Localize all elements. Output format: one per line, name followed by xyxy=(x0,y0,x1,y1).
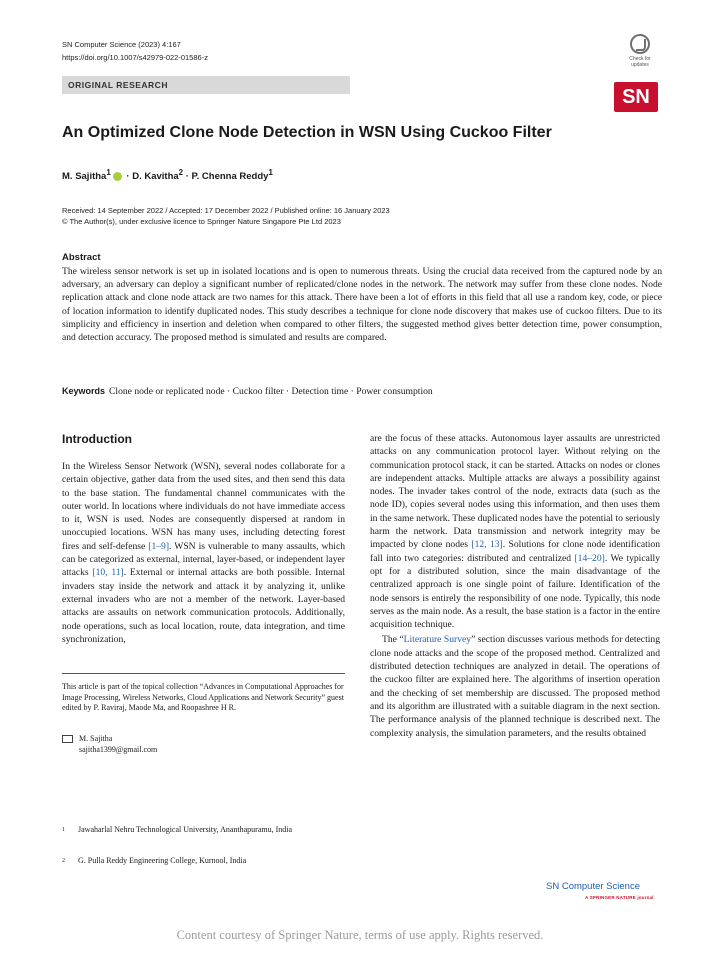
topical-collection-footnote: This article is part of the topical collection “Advances in Computational Approaches for Image Processing, Wireless Networks, Cloud Applications and Network Security” guest edited by P. Raviraj, Maode Ma, and Roopashree H R. xyxy=(62,673,345,714)
keywords-label: Keywords xyxy=(62,386,106,396)
affiliation-number: 1 xyxy=(62,827,65,833)
paragraph-text: The “ xyxy=(382,634,404,646)
correspondence-block xyxy=(62,733,157,755)
author-affiliation-number: 2 xyxy=(178,168,184,177)
journal-citation: SN Computer Science (2023) 4:167 xyxy=(62,40,181,49)
article-type-badge: ORIGINAL RESEARCH xyxy=(62,76,350,94)
author-name[interactable]: P. Chenna Reddy xyxy=(191,171,269,183)
correspondence-lines xyxy=(79,733,157,755)
footer-journal-name: SN Computer Science xyxy=(546,881,640,892)
author-separator: · xyxy=(123,171,133,183)
author-affiliation-number: 1 xyxy=(106,168,111,177)
envelope-icon xyxy=(62,735,73,743)
orcid-icon[interactable] xyxy=(113,172,122,181)
sn-logo: SN xyxy=(614,82,658,112)
paragraph-text: . We typically opt for a distributed solution, since the main disadvantage of the centralized approach is one single point of failure. Identification of the node sensors is entirely the responsibility of one node. Typically, this node serves as the main node. As a result, the base station is a factor in the entire acquisition technique. xyxy=(370,552,660,631)
citation-link[interactable]: [12, 13] xyxy=(471,539,503,551)
courtesy-watermark: Content courtesy of Springer Nature, terms of use apply. Rights reserved. xyxy=(176,928,544,942)
intro-paragraph xyxy=(62,460,345,646)
author-affiliation-number: 1 xyxy=(268,168,273,177)
author-list xyxy=(62,168,273,182)
paragraph-text: ” section discusses various methods for detecting clone node attacks and the scope of the proposed method. Centralized and distributed detection techniques are analyzed in detail. The operations of the cuckoo filter are explained here. The algorithms of insertion operation and the checking of set membership are discussed. The proposed method and its algorithm are illustrated with a suitable diagram in the next section. The performance analysis of the planned technique is described next. The complexity analysis, the simulation parameters, and the results obtained xyxy=(370,634,660,739)
keywords xyxy=(62,386,662,397)
dates-line: Received: 14 September 2022 / Accepted: 17 December 2022 / Published online: 16 January 2023 xyxy=(62,206,390,215)
section-link[interactable]: Literature Survey xyxy=(403,634,472,646)
check-updates-label: Check for updates xyxy=(629,56,651,68)
correspondence-name: M. Sajitha xyxy=(79,734,113,743)
author-name[interactable]: D. Kavitha xyxy=(132,171,179,183)
check-updates-icon xyxy=(630,34,650,54)
author-separator: · xyxy=(183,171,192,183)
paragraph-text: . WSN is vulnerable to many assaults, which can be categorized as external, internal, layer-based, or independent layer attacks xyxy=(62,540,345,579)
affiliation xyxy=(62,856,342,867)
introduction-heading: Introduction xyxy=(62,432,132,446)
paragraph-text: . External or internal attacks are both possible. Internal invaders stay inside the network and attack it by analyzing it, unlike external invaders who are not a member of the network. Layer-based attacks are assaults on network communication protocols. Additionally, node operations, such as local location, route, data integration, and time synchronization, xyxy=(62,567,345,645)
affiliation xyxy=(62,825,342,836)
copyright-line: © The Author(s), under exclusive licence to Springer Nature Singapore Pte Ltd 2023 xyxy=(62,217,341,226)
affiliation-text: G. Pulla Reddy Engineering College, Kurnool, India xyxy=(78,856,247,865)
intro-right-column xyxy=(370,432,660,740)
correspondence-email[interactable]: sajitha1399@gmail.com xyxy=(79,745,158,754)
citation-link[interactable]: [1–9] xyxy=(148,540,170,552)
affiliation-text: Jawaharlal Nehru Technological University, Ananthapuramu, India xyxy=(78,825,293,834)
paragraph-text: In the Wireless Sensor Network (WSN), several nodes collaborate for a certain objective, gather data from the used sites, and then send this data to the base station. The fundamental channel communicates with the outer world. In locations where individuals do not have immediate access to it, WSN is used. Nodes are consequently dispersed at random in unoccupied locations. WSN has many uses, including detecting forest fires and self-defense xyxy=(62,461,345,552)
intro-left-column xyxy=(62,460,345,646)
doi-link[interactable]: https://doi.org/10.1007/s42979-022-01586-z xyxy=(62,53,208,62)
keywords-text: Clone node or replicated node · Cuckoo filter · Detection time · Power consumption xyxy=(109,386,433,397)
author-name[interactable]: M. Sajitha xyxy=(62,171,107,183)
publication-dates xyxy=(62,205,390,227)
abstract-text: The wireless sensor network is set up in isolated locations and is open to numerous threats. Using the crucial data received from the captured node by an adversary, an adversary can deploy a significant number of replicated/clone nodes in the network. The network may suffer from these clone nodes. Node replication attack and clone node attack are two names for this attack. There have been a lot of efforts in this field that all use a random key, code, or piece of location information to identify duplicated nodes. This study describes a technique for clone node discovery that makes use of cuckoo filters. Due to its simplicity and efficiency in insertion and deletion when compared to other filters, the suggested method gives better detection time, power consumption, and detection accuracy. The proposed method is simulated and results are compared. xyxy=(62,266,662,344)
article-title: An Optimized Clone Node Detection in WSN Using Cuckoo Filter xyxy=(62,124,552,141)
intro-paragraph xyxy=(370,633,660,739)
footer-publisher: A SPRINGER NATURE journal xyxy=(585,895,654,900)
intro-paragraph xyxy=(370,432,660,631)
abstract-heading: Abstract xyxy=(62,252,101,263)
affiliation-number: 2 xyxy=(62,858,65,864)
check-for-updates-button[interactable] xyxy=(620,34,660,78)
paragraph-text: . Solutions for clone node identification fall into two categories: distributed and centralized xyxy=(370,539,661,564)
citation-link[interactable]: [10, 11] xyxy=(92,567,124,579)
paragraph-text: are the focus of these attacks. Autonomous layer assaults are unrestricted attacks on any communication protocol layer. Without relying on the communication protocol stack, it can be started. Attacks on nodes or clones are independent attacks. Multiple attacks are always a possibility against nodes. The invader takes control of the node, extracts data (such as the node ID), copies several nodes using this information, and then uses them in the same network. These duplicated nodes have the potential to seriously harm the network. Data transmission and network integrity may be impacted by clone nodes xyxy=(370,433,660,551)
citation-link[interactable]: [14–20] xyxy=(574,552,605,564)
